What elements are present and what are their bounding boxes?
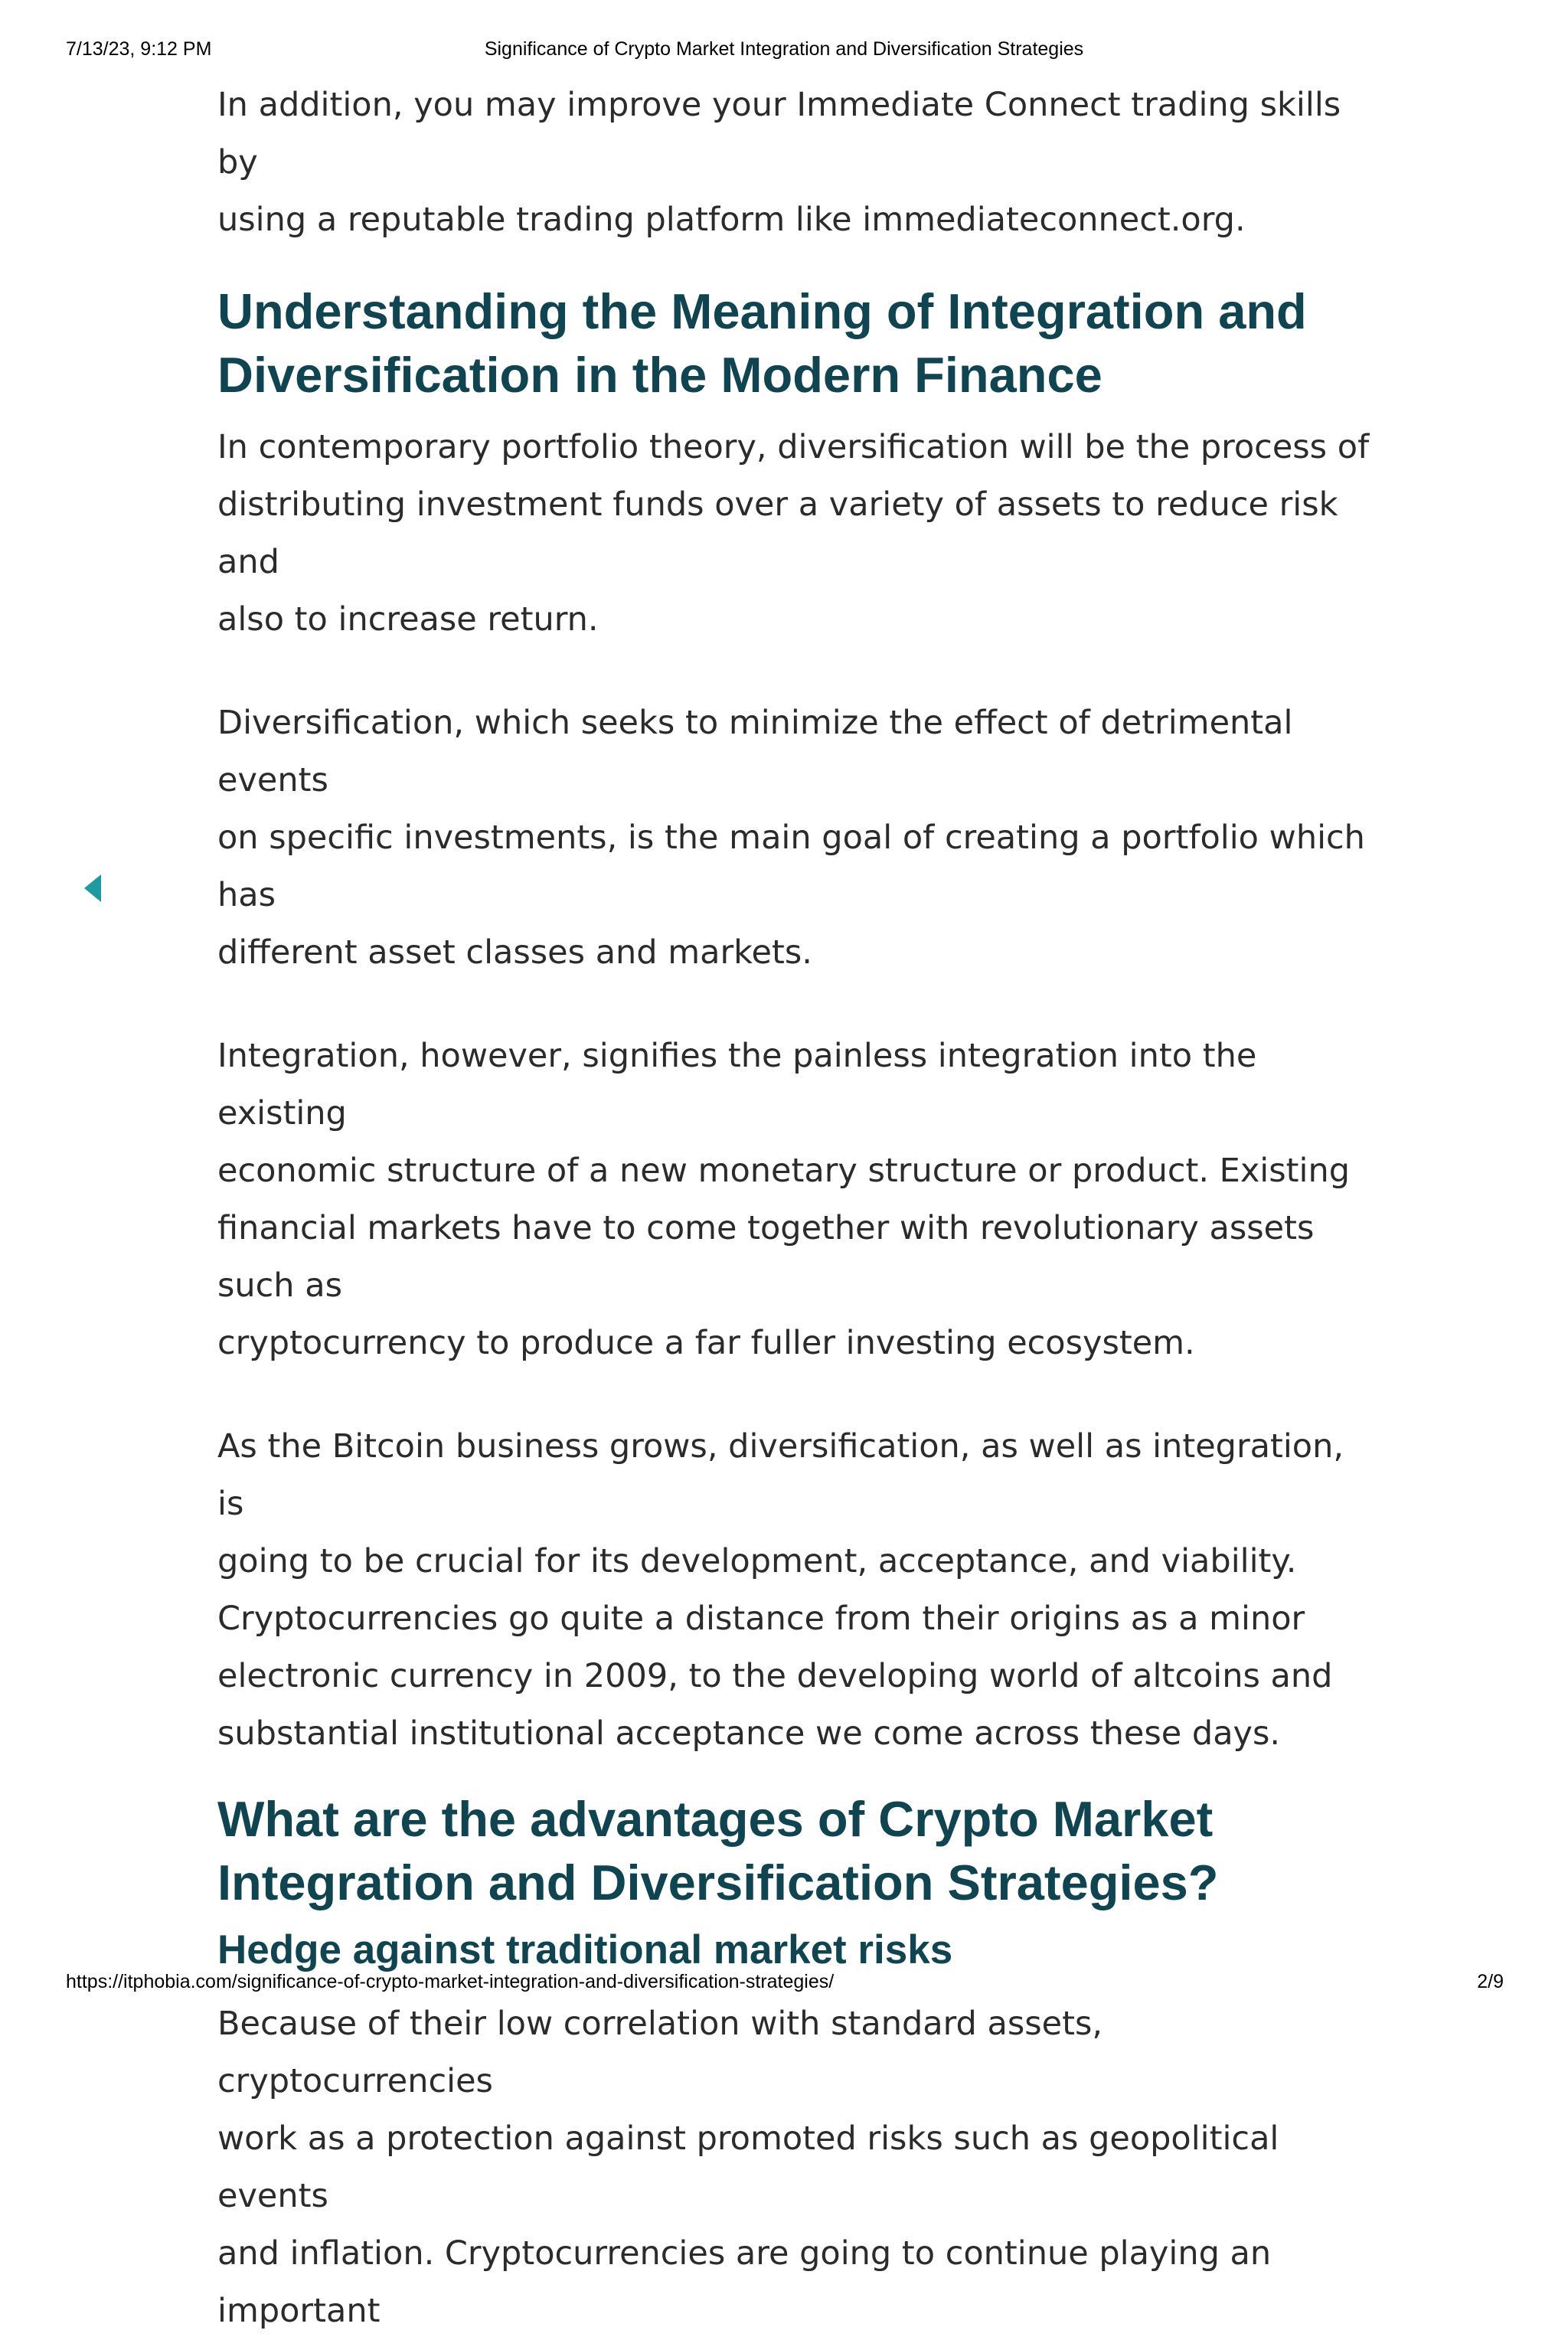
section-heading-integration-diversification: Understanding the Meaning of Integration and Diversification in the Modern Finance: [217, 283, 1307, 403]
print-footer-url: https://itphobia.com/significance-of-crypto-market-integration-and-diversification-strategies/: [66, 1971, 835, 1992]
print-header-title: Significance of Crypto Market Integration and Diversification Strategies: [484, 38, 1084, 60]
print-footer-page-number: 2/9: [1477, 1971, 1504, 1992]
paragraph-bitcoin-business: As the Bitcoin business grows, diversification, as well as integration, is going to be crucial for its development, acceptance, and viability. Cryptocurrencies go quite a distance from their origins as a minor electronic currency in 2009, to the developing world of altcoins and substantial institutional acceptance we come across these days.: [217, 1427, 1344, 1753]
print-header-datetime: 7/13/23, 9:12 PM: [66, 38, 212, 60]
paragraph-diversification: Diversification, which seeks to minimize the effect of detrimental events on specific investments, is the main goal of creating a portfolio which has different asset classes and markets.: [217, 704, 1365, 972]
section-heading-advantages: What are the advantages of Crypto Market Integration and Diversification Strategies?: [217, 1791, 1219, 1910]
paragraph-hedge: Because of their low correlation with standard assets, cryptocurrencies work as a protection against promoted risks such as geopolitical events and inflation. Cryptocurrencies are going to continue playing an important: [217, 2005, 1279, 2330]
triangle-left-icon[interactable]: [83, 873, 103, 904]
intro-paragraph: In addition, you may improve your Immediate Connect trading skills by using a reputable trading platform like immediateconnect.org.: [217, 86, 1341, 239]
article-body: [217, 77, 1374, 2340]
paragraph-portfolio-theory: In contemporary portfolio theory, diversification will be the process of distributing investment funds over a variety of assets to reduce risk and also to increase return.: [217, 428, 1370, 639]
subheading-hedge-risks: Hedge against traditional market risks: [217, 1927, 953, 1972]
paragraph-integration: Integration, however, signifies the painless integration into the existing economic structure of a new monetary structure or product. Existing financial markets have to come together with revolutionary assets such as cryptocurrency to produce a far fuller investing ecosystem.: [217, 1037, 1351, 1362]
